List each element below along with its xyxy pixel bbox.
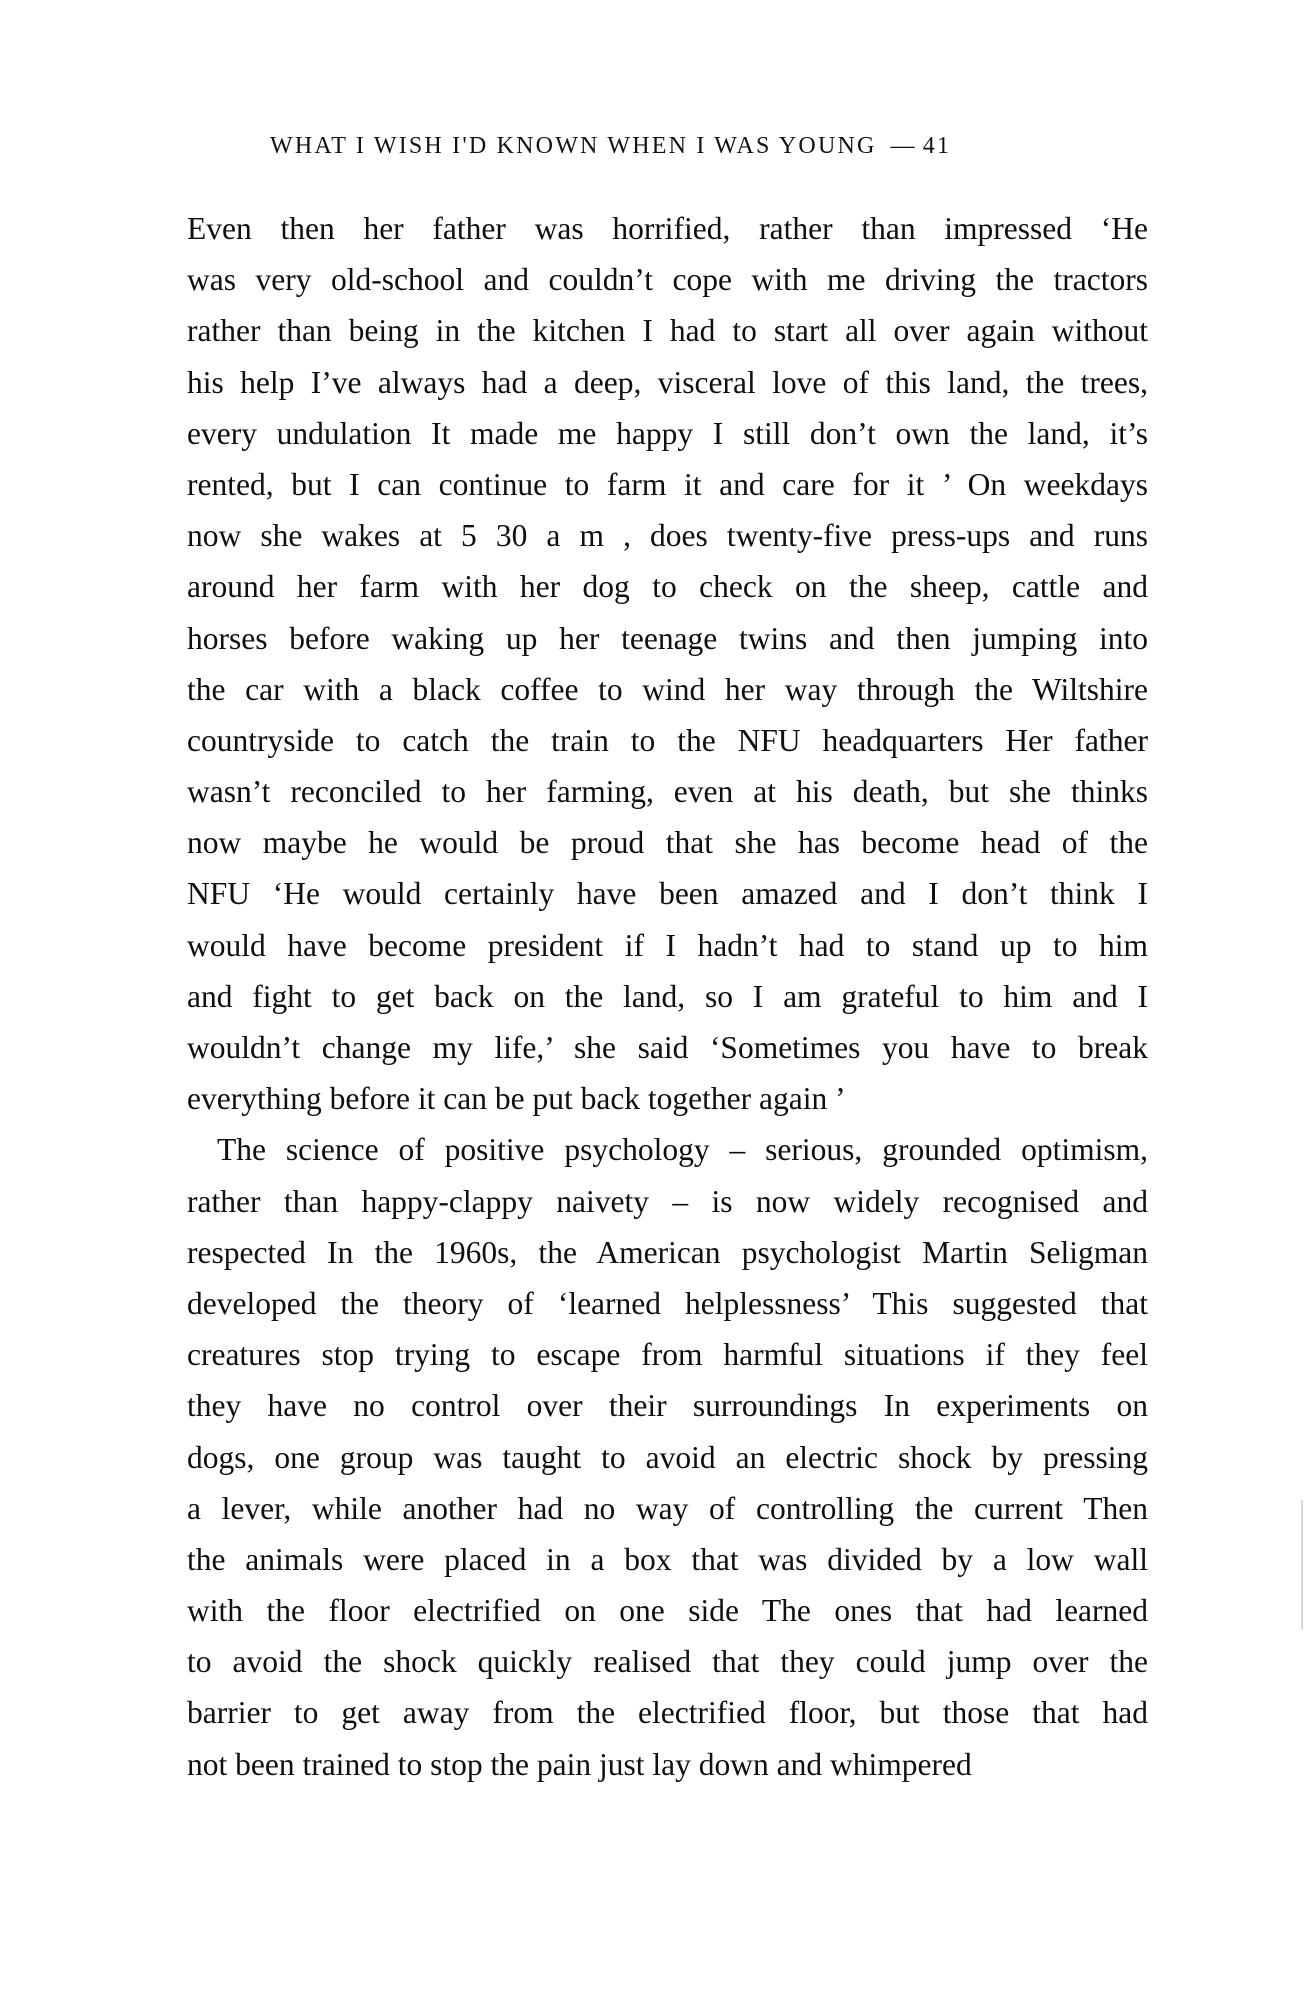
body-line: horses before waking up her teenage twins and then jumping into [187, 620, 1148, 656]
body-text [187, 203, 1148, 1790]
body-line: now she wakes at 5 30 a m , does twenty-five press-ups and runs [187, 518, 1148, 554]
body-line: developed the theory of ‘learned helplessness’ This suggested that [187, 1285, 1148, 1321]
body-line: the car with a black coffee to wind her way through the Wiltshire [187, 671, 1148, 707]
body-line: rather than happy-clappy naivety – is now widely recognised and [187, 1183, 1148, 1219]
body-line: his help I’ve always had a deep, visceral love of this land, the trees, [187, 364, 1148, 400]
body-line: the animals were placed in a box that was divided by a low wall [187, 1541, 1148, 1577]
scan-edge-mark [1301, 1500, 1303, 1630]
body-line: dogs, one group was taught to avoid an electric shock by pressing [187, 1439, 1148, 1475]
running-head-title: WHAT I WISH I'D KNOWN WHEN I WAS YOUNG [270, 133, 877, 159]
body-line: and fight to get back on the land, so I am grateful to him and I [187, 978, 1148, 1014]
body-line: around her farm with her dog to check on the sheep, cattle and [187, 569, 1148, 605]
body-line: countryside to catch the train to the NFU headquarters Her father [187, 722, 1148, 758]
body-line: every undulation It made me happy I still don’t own the land, it’s [187, 415, 1148, 451]
running-head-separator: — [890, 133, 917, 159]
page-end-line: not been trained to stop the pain just lay down and whimpered [187, 1746, 972, 1782]
body-line: Even then her father was horrified, rather than impressed ‘He [187, 211, 1148, 246]
body-line: creatures stop trying to escape from harmful situations if they feel [187, 1337, 1148, 1373]
body-line: rather than being in the kitchen I had to start all over again without [187, 313, 1148, 349]
body-line: respected In the 1960s, the American psychologist Martin Seligman [187, 1234, 1148, 1270]
paragraph-end-line: everything before it can be put back together again ’ [187, 1081, 846, 1117]
body-line: would have become president if I hadn’t had to stand up to him [187, 927, 1148, 963]
body-line: now maybe he would be proud that she has become head of the [187, 825, 1148, 861]
body-line: wasn’t reconciled to her farming, even at his death, but she thinks [187, 774, 1148, 810]
page-number: 41 [922, 133, 952, 159]
body-line: with the floor electrified on one side The ones that had learned [187, 1593, 1148, 1629]
body-line: a lever, while another had no way of controlling the current Then [187, 1490, 1148, 1526]
body-line: was very old-school and couldn’t cope with me driving the tractors [187, 262, 1148, 298]
body-line: NFU ‘He would certainly have been amazed and I don’t think I [187, 876, 1148, 912]
body-line: they have no control over their surroundings In experiments on [187, 1388, 1148, 1424]
body-line: wouldn’t change my life,’ she said ‘Sometimes you have to break [187, 1030, 1148, 1065]
body-line: rented, but I can continue to farm it and care for it ’ On weekdays [187, 466, 1148, 502]
body-line: barrier to get away from the electrified floor, but those that had [187, 1695, 1148, 1731]
body-line: to avoid the shock quickly realised that they could jump over the [187, 1644, 1148, 1680]
paragraph-first-line: The science of positive psychology – serious, grounded optimism, [217, 1132, 1148, 1168]
running-head [270, 128, 1150, 164]
